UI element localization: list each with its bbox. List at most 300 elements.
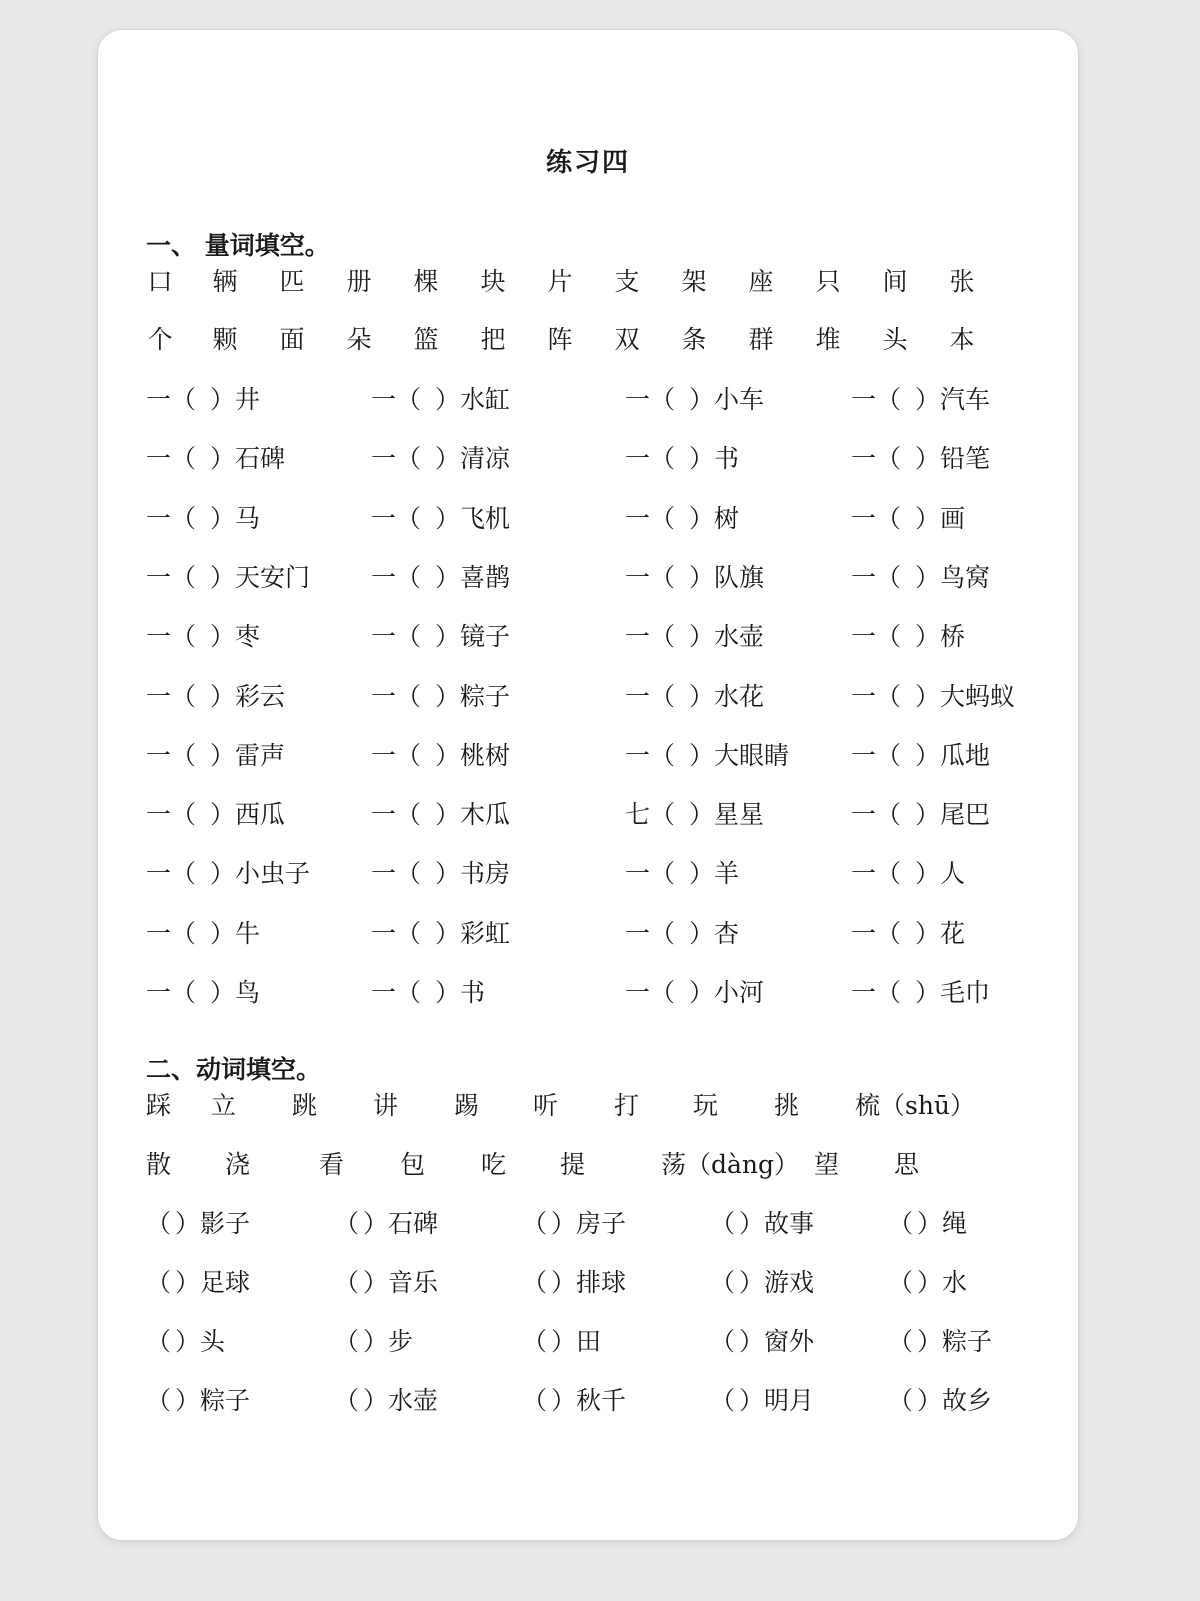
paren-close: ） [739, 1386, 765, 1415]
measure-word-item [371, 854, 510, 894]
paren-close: ） [210, 622, 236, 651]
numeral-prefix: 一 [851, 978, 877, 1007]
numeral-prefix: 一 [371, 385, 397, 414]
word-bank-char: 包 [400, 1150, 426, 1179]
noun-text: 窗外 [764, 1327, 815, 1356]
measure-word-item [146, 854, 310, 894]
noun-text: 彩虹 [460, 919, 511, 948]
paren-open: （ [522, 1327, 548, 1356]
numeral-prefix: 一 [146, 919, 172, 948]
numeral-prefix: 一 [851, 622, 877, 651]
paren-close: ） [551, 1327, 577, 1356]
word-bank-char: 听 [533, 1091, 559, 1120]
paren-open: （ [650, 859, 676, 888]
paren-close: ） [917, 1327, 943, 1356]
paren-open: （ [522, 1386, 548, 1415]
noun-text: 尾巴 [940, 800, 991, 829]
noun-text: 水 [942, 1268, 968, 1297]
paren-open: （ [146, 1268, 172, 1297]
measure-word-item [146, 973, 260, 1013]
paren-close: ） [175, 1327, 201, 1356]
measure-word-item [371, 795, 510, 835]
noun-text: 水花 [714, 682, 765, 711]
paren-open: （ [396, 563, 422, 592]
measure-word-item [851, 677, 1015, 717]
paren-open: （ [650, 444, 676, 473]
paren-close: ） [363, 1327, 389, 1356]
paren-close: ） [210, 444, 236, 473]
noun-text: 杏 [714, 919, 740, 948]
paren-close: ） [915, 800, 941, 829]
numeral-prefix: 一 [851, 385, 877, 414]
exercise-row [98, 973, 1078, 1013]
word-bank-char: 个 [147, 325, 173, 354]
measure-word-item [851, 558, 990, 598]
noun-text: 石碑 [388, 1209, 439, 1238]
noun-text: 天安门 [235, 563, 311, 592]
paren-open: （ [171, 444, 197, 473]
measure-word-item [371, 558, 510, 598]
numeral-prefix: 一 [625, 978, 651, 1007]
word-bank-char: 吃 [481, 1150, 507, 1179]
measure-word-item [146, 795, 285, 835]
noun-text: 石碑 [235, 444, 286, 473]
measure-word-item [371, 973, 485, 1013]
numeral-prefix: 一 [625, 563, 651, 592]
word-bank-char: 棵 [413, 267, 439, 296]
numeral-prefix: 一 [625, 682, 651, 711]
noun-text: 水缸 [460, 385, 511, 414]
word-bank-char: 提 [560, 1150, 586, 1179]
paren-close: ） [739, 1327, 765, 1356]
paren-open: （ [650, 504, 676, 533]
noun-text: 树 [714, 504, 740, 533]
numeral-prefix: 一 [371, 978, 397, 1007]
word-bank-char: 把 [480, 325, 506, 354]
paren-close: ） [915, 622, 941, 651]
noun-text: 马 [235, 504, 261, 533]
numeral-prefix: 一 [851, 800, 877, 829]
exercise-row [98, 677, 1078, 717]
noun-text: 瓜地 [940, 741, 991, 770]
numeral-prefix: 一 [851, 444, 877, 473]
noun-text: 头 [200, 1327, 226, 1356]
measure-word-item [625, 380, 764, 420]
measure-word-item [371, 380, 510, 420]
paren-open: （ [171, 978, 197, 1007]
noun-text: 粽子 [942, 1327, 993, 1356]
paren-close: ） [363, 1268, 389, 1297]
paren-close: ） [435, 741, 461, 770]
measure-word-item [371, 677, 510, 717]
verb-item [888, 1204, 967, 1244]
numeral-prefix: 一 [851, 504, 877, 533]
measure-word-item [625, 795, 764, 835]
paren-open: （ [650, 919, 676, 948]
measure-word-item [146, 439, 285, 479]
paren-open: （ [710, 1327, 736, 1356]
verb-item [522, 1381, 626, 1421]
noun-text: 明月 [764, 1386, 815, 1415]
paren-close: ） [689, 622, 715, 651]
exercise-row [98, 1381, 1078, 1421]
word-bank-row [98, 1086, 1078, 1126]
noun-text: 故事 [764, 1209, 815, 1238]
paren-close: ） [689, 682, 715, 711]
verb-item [522, 1322, 601, 1362]
noun-text: 排球 [576, 1268, 627, 1297]
paren-open: （ [171, 385, 197, 414]
paren-close: ） [435, 859, 461, 888]
noun-text: 游戏 [764, 1268, 815, 1297]
paren-open: （ [146, 1327, 172, 1356]
noun-text: 田 [576, 1327, 602, 1356]
paren-open: （ [650, 800, 676, 829]
word-bank-char: 散 [146, 1150, 172, 1179]
paren-open: （ [888, 1327, 914, 1356]
measure-word-item [146, 499, 260, 539]
measure-word-item [371, 914, 510, 954]
noun-text: 绳 [942, 1209, 968, 1238]
word-bank-char: 片 [547, 267, 573, 296]
paren-close: ） [435, 444, 461, 473]
paren-open: （ [396, 741, 422, 770]
numeral-prefix: 一 [851, 919, 877, 948]
word-bank-char: 辆 [212, 267, 238, 296]
noun-text: 步 [388, 1327, 414, 1356]
measure-word-item [625, 439, 739, 479]
paren-close: ） [210, 563, 236, 592]
measure-word-item [625, 558, 764, 598]
paren-close: ） [739, 1209, 765, 1238]
word-bank-char: 看 [319, 1150, 345, 1179]
word-bank-row [98, 1145, 1078, 1185]
noun-text: 枣 [235, 622, 261, 651]
paren-open: （ [888, 1209, 914, 1238]
numeral-prefix: 一 [625, 444, 651, 473]
word-bank-char: 双 [614, 325, 640, 354]
paren-close: ） [210, 978, 236, 1007]
noun-text: 秋千 [576, 1386, 627, 1415]
exercise-row [98, 617, 1078, 657]
paren-close: ） [363, 1209, 389, 1238]
noun-text: 房子 [576, 1209, 627, 1238]
word-bank-char: 跳 [292, 1091, 318, 1120]
paren-open: （ [888, 1268, 914, 1297]
paren-open: （ [146, 1386, 172, 1415]
measure-word-item [851, 380, 990, 420]
paren-close: ） [915, 919, 941, 948]
measure-word-item [146, 617, 260, 657]
paren-open: （ [171, 504, 197, 533]
paren-close: ） [435, 682, 461, 711]
paren-open: （ [396, 622, 422, 651]
measure-word-item [851, 499, 965, 539]
noun-text: 鸟 [235, 978, 261, 1007]
noun-text: 队旗 [714, 563, 765, 592]
exercise-row [98, 1322, 1078, 1362]
word-bank-char: 张 [949, 267, 975, 296]
noun-text: 花 [940, 919, 966, 948]
numeral-prefix: 一 [371, 800, 397, 829]
paren-open: （ [396, 385, 422, 414]
measure-word-item [625, 499, 739, 539]
verb-item [146, 1322, 225, 1362]
numeral-prefix: 一 [625, 385, 651, 414]
paren-open: （ [650, 563, 676, 592]
measure-word-item [371, 439, 510, 479]
paren-close: ） [210, 682, 236, 711]
noun-text: 牛 [235, 919, 261, 948]
paren-close: ） [917, 1268, 943, 1297]
measure-word-item [851, 854, 965, 894]
paren-open: （ [146, 1209, 172, 1238]
noun-text: 书 [714, 444, 740, 473]
paren-open: （ [650, 385, 676, 414]
verb-item [710, 1204, 814, 1244]
paren-close: ） [917, 1209, 943, 1238]
paren-close: ） [435, 385, 461, 414]
paren-close: ） [435, 563, 461, 592]
word-bank-row [98, 320, 1078, 360]
measure-word-item [851, 914, 965, 954]
paren-open: （ [710, 1209, 736, 1238]
numeral-prefix: 一 [625, 504, 651, 533]
paren-close: ） [689, 385, 715, 414]
measure-word-item [625, 617, 764, 657]
verb-item [710, 1263, 814, 1303]
numeral-prefix: 一 [146, 741, 172, 770]
paren-close: ） [435, 800, 461, 829]
paren-close: ） [435, 504, 461, 533]
paren-open: （ [876, 800, 902, 829]
paren-close: ） [210, 741, 236, 770]
verb-item [522, 1263, 626, 1303]
section-2-heading: 二、动词填空。 [146, 1055, 322, 1084]
word-bank-char: 梳（shū） [855, 1091, 976, 1120]
paren-close: ） [689, 504, 715, 533]
noun-text: 小虫子 [235, 859, 311, 888]
paren-open: （ [650, 622, 676, 651]
paren-open: （ [396, 859, 422, 888]
numeral-prefix: 一 [625, 859, 651, 888]
measure-word-item [625, 736, 789, 776]
word-bank-char: 玩 [693, 1091, 719, 1120]
word-bank-char: 荡（dàng） [661, 1150, 800, 1179]
exercise-row [98, 854, 1078, 894]
paren-close: ） [915, 859, 941, 888]
paren-close: ） [551, 1268, 577, 1297]
noun-text: 雷声 [235, 741, 286, 770]
measure-word-item [625, 854, 739, 894]
measure-word-item [146, 677, 285, 717]
numeral-prefix: 一 [146, 800, 172, 829]
paren-close: ） [435, 919, 461, 948]
word-bank-char: 朵 [346, 325, 372, 354]
verb-item [334, 1322, 413, 1362]
paren-close: ） [689, 563, 715, 592]
noun-text: 足球 [200, 1268, 251, 1297]
paren-close: ） [689, 741, 715, 770]
noun-text: 汽车 [940, 385, 991, 414]
paren-open: （ [650, 741, 676, 770]
noun-text: 桃树 [460, 741, 511, 770]
numeral-prefix: 七 [625, 800, 651, 829]
noun-text: 小河 [714, 978, 765, 1007]
verb-item [522, 1204, 626, 1244]
exercise-row [98, 736, 1078, 776]
numeral-prefix: 一 [146, 385, 172, 414]
verb-item [710, 1381, 814, 1421]
verb-item [146, 1263, 250, 1303]
measure-word-item [851, 795, 990, 835]
measure-word-item [146, 558, 310, 598]
word-bank-char: 堆 [815, 325, 841, 354]
noun-text: 音乐 [388, 1268, 439, 1297]
noun-text: 水壶 [388, 1386, 439, 1415]
noun-text: 彩云 [235, 682, 286, 711]
paren-open: （ [396, 978, 422, 1007]
paren-close: ） [551, 1209, 577, 1238]
noun-text: 粽子 [460, 682, 511, 711]
paren-close: ） [689, 444, 715, 473]
noun-text: 故乡 [942, 1386, 993, 1415]
numeral-prefix: 一 [371, 504, 397, 533]
paren-open: （ [171, 919, 197, 948]
verb-item [146, 1204, 250, 1244]
paren-close: ） [689, 978, 715, 1007]
noun-text: 粽子 [200, 1386, 251, 1415]
paren-open: （ [396, 682, 422, 711]
paren-close: ） [917, 1386, 943, 1415]
noun-text: 星星 [714, 800, 765, 829]
numeral-prefix: 一 [371, 682, 397, 711]
noun-text: 羊 [714, 859, 740, 888]
word-bank-char: 口 [147, 267, 173, 296]
noun-text: 小车 [714, 385, 765, 414]
noun-text: 大蚂蚁 [940, 682, 1016, 711]
measure-word-item [625, 914, 739, 954]
noun-text: 飞机 [460, 504, 511, 533]
paren-open: （ [876, 563, 902, 592]
word-bank-char: 挑 [774, 1091, 800, 1120]
numeral-prefix: 一 [851, 563, 877, 592]
word-bank-row [98, 262, 1078, 302]
noun-text: 大眼睛 [714, 741, 790, 770]
paren-close: ） [210, 504, 236, 533]
noun-text: 画 [940, 504, 966, 533]
word-bank-char: 群 [748, 325, 774, 354]
word-bank-char: 望 [814, 1150, 840, 1179]
paren-open: （ [876, 978, 902, 1007]
numeral-prefix: 一 [851, 859, 877, 888]
numeral-prefix: 一 [371, 444, 397, 473]
word-bank-char: 册 [346, 267, 372, 296]
paren-open: （ [171, 563, 197, 592]
numeral-prefix: 一 [371, 563, 397, 592]
numeral-prefix: 一 [146, 444, 172, 473]
numeral-prefix: 一 [851, 682, 877, 711]
paren-open: （ [522, 1209, 548, 1238]
measure-word-item [851, 439, 990, 479]
verb-item [334, 1204, 438, 1244]
paren-close: ） [915, 978, 941, 1007]
noun-text: 井 [235, 385, 261, 414]
paren-open: （ [334, 1209, 360, 1238]
numeral-prefix: 一 [371, 919, 397, 948]
paren-open: （ [396, 504, 422, 533]
paren-close: ） [210, 800, 236, 829]
paren-open: （ [396, 919, 422, 948]
verb-item [710, 1322, 814, 1362]
paren-open: （ [876, 504, 902, 533]
measure-word-item [625, 973, 764, 1013]
worksheet-page [98, 30, 1078, 1540]
paren-close: ） [210, 919, 236, 948]
paren-open: （ [334, 1386, 360, 1415]
paren-close: ） [210, 859, 236, 888]
numeral-prefix: 一 [146, 682, 172, 711]
noun-text: 鸟窝 [940, 563, 991, 592]
verb-item [146, 1381, 250, 1421]
exercise-row [98, 795, 1078, 835]
paren-close: ） [915, 504, 941, 533]
measure-word-item [371, 499, 510, 539]
verb-item [888, 1322, 992, 1362]
paren-open: （ [171, 682, 197, 711]
paren-close: ） [175, 1268, 201, 1297]
noun-text: 木瓜 [460, 800, 511, 829]
paren-open: （ [396, 800, 422, 829]
verb-item [334, 1263, 438, 1303]
noun-text: 书房 [460, 859, 511, 888]
paren-close: ） [210, 385, 236, 414]
paren-open: （ [171, 622, 197, 651]
word-bank-char: 匹 [279, 267, 305, 296]
paren-open: （ [171, 859, 197, 888]
paren-open: （ [876, 385, 902, 414]
noun-text: 喜鹊 [460, 563, 511, 592]
paren-close: ） [915, 444, 941, 473]
paren-open: （ [171, 741, 197, 770]
word-bank-char: 块 [480, 267, 506, 296]
word-bank-char: 架 [681, 267, 707, 296]
word-bank-char: 面 [279, 325, 305, 354]
measure-word-item [851, 736, 990, 776]
noun-text: 人 [940, 859, 966, 888]
paren-close: ） [551, 1386, 577, 1415]
exercise-row [98, 380, 1078, 420]
paren-open: （ [650, 978, 676, 1007]
paren-open: （ [650, 682, 676, 711]
paren-open: （ [334, 1268, 360, 1297]
word-bank-char: 本 [949, 325, 975, 354]
noun-text: 镜子 [460, 622, 511, 651]
paren-open: （ [334, 1327, 360, 1356]
paren-open: （ [710, 1268, 736, 1297]
noun-text: 清凉 [460, 444, 511, 473]
word-bank-char: 只 [815, 267, 841, 296]
paren-close: ） [739, 1268, 765, 1297]
exercise-row [98, 1204, 1078, 1244]
paren-open: （ [171, 800, 197, 829]
noun-text: 铅笔 [940, 444, 991, 473]
paren-open: （ [876, 741, 902, 770]
paren-close: ） [175, 1209, 201, 1238]
word-bank-char: 阵 [547, 325, 573, 354]
paren-close: ） [915, 682, 941, 711]
section-1-heading: 一、 量词填空。 [146, 231, 330, 260]
